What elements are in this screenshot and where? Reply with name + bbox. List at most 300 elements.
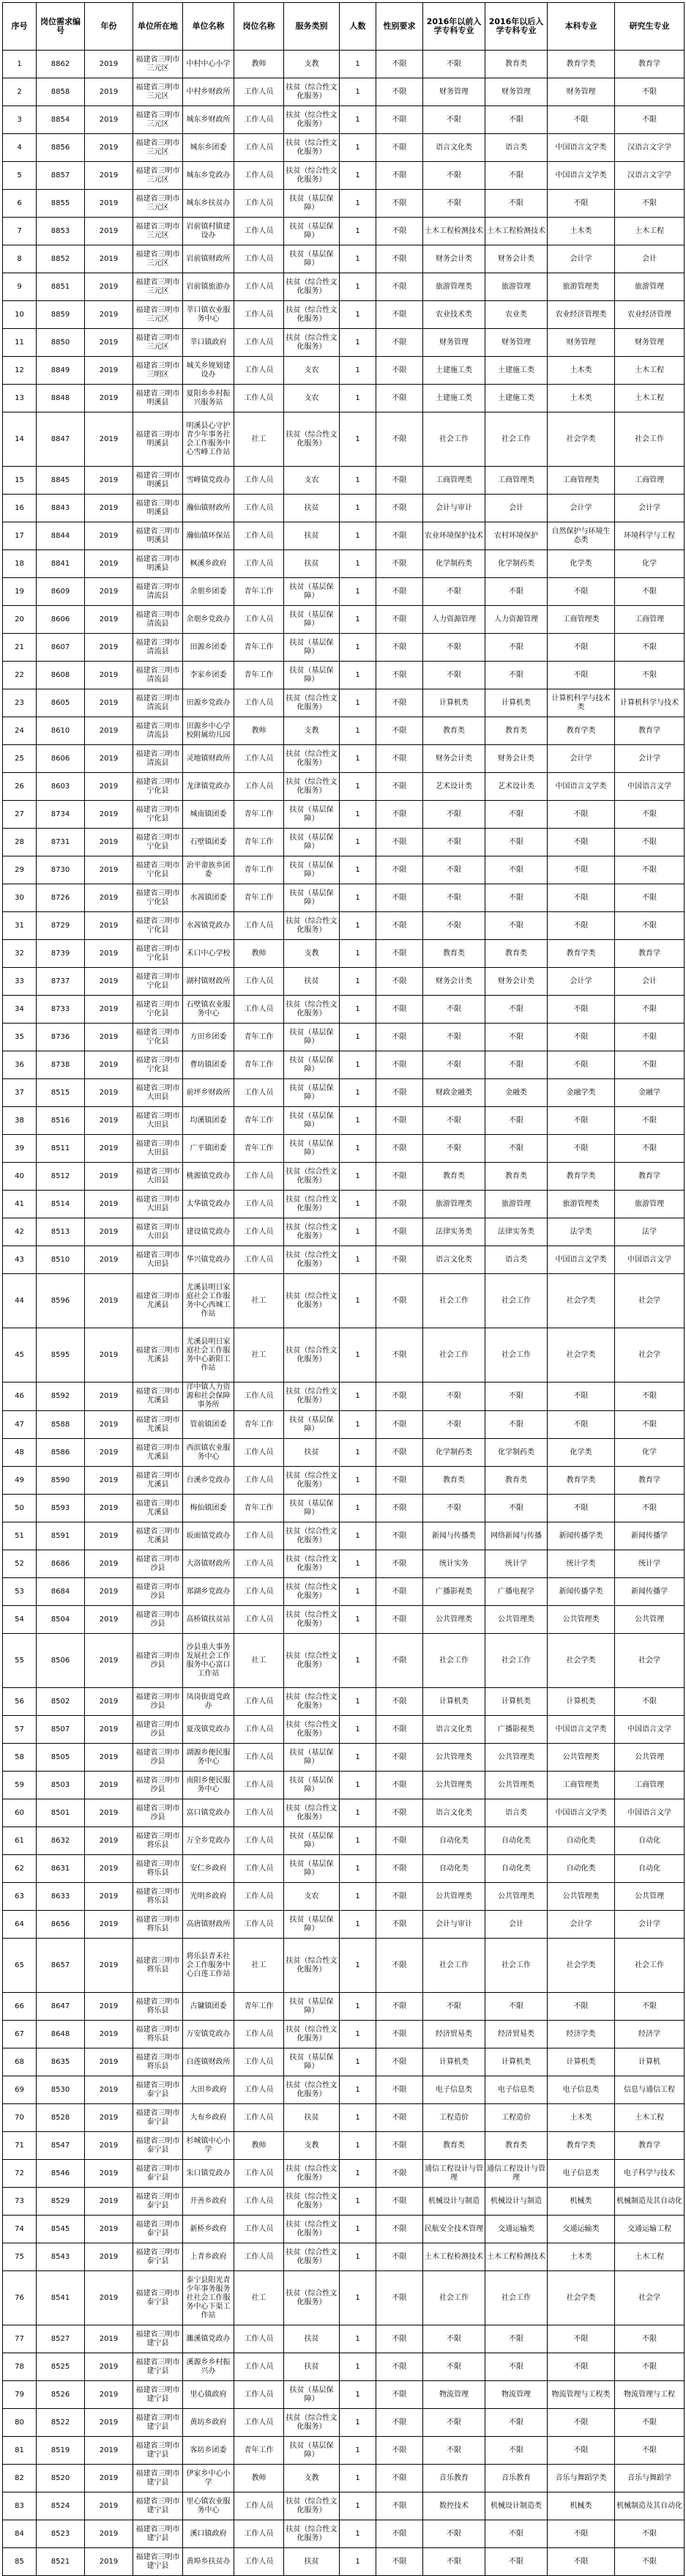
cell-major-post2016: 教育类 <box>485 1163 548 1191</box>
cell-location: 福建省三明市清流县 <box>133 689 183 717</box>
cell-post-name: 工作人员 <box>234 550 284 578</box>
cell-index: 22 <box>3 662 37 689</box>
cell-graduate-major: 不限 <box>615 106 685 134</box>
cell-index: 15 <box>3 467 37 495</box>
cell-year: 2019 <box>85 2048 133 2076</box>
cell-index: 40 <box>3 1163 37 1191</box>
cell-year: 2019 <box>85 745 133 773</box>
cell-gender: 不限 <box>376 1799 423 1827</box>
cell-post-name: 青年工作 <box>234 1051 284 1079</box>
cell-unit: 将乐县青禾社会工作服务中心白莲工作站 <box>183 1939 234 1993</box>
cell-major-pre2016: 公共管理类 <box>423 1744 485 1772</box>
cell-post-name: 工作人员 <box>234 106 284 134</box>
cell-major-post2016: 教育类 <box>485 940 548 968</box>
cell-gender: 不限 <box>376 1191 423 1218</box>
cell-location: 福建省三明市大田县 <box>133 1246 183 1274</box>
cell-service-type: 扶贫（基层保障） <box>284 2048 340 2076</box>
cell-year: 2019 <box>85 162 133 190</box>
cell-graduate-major: 教育学 <box>615 940 685 968</box>
cell-major-post2016: 不限 <box>485 1107 548 1135</box>
cell-count: 1 <box>340 2381 376 2409</box>
cell-year: 2019 <box>85 1911 133 1939</box>
cell-graduate-major: 不限 <box>615 1135 685 1163</box>
cell-count: 1 <box>340 1578 376 1606</box>
cell-unit: 湖源乡便民服务中心 <box>183 1744 234 1772</box>
cell-year: 2019 <box>85 2520 133 2548</box>
table-row <box>3 1911 685 1939</box>
cell-year: 2019 <box>85 856 133 884</box>
cell-service-type: 扶贫（综合性文化服务） <box>284 1688 340 1716</box>
cell-graduate-major: 机械制造及其自动化 <box>615 2188 685 2216</box>
cell-location: 福建省三明市建宁县 <box>133 2381 183 2409</box>
cell-service-type: 扶贫（基层保障） <box>284 1827 340 1855</box>
cell-gender: 不限 <box>376 1716 423 1744</box>
cell-location: 福建省三明市宁化县 <box>133 829 183 856</box>
cell-location: 福建省三明市清流县 <box>133 606 183 634</box>
cell-index: 6 <box>3 190 37 218</box>
cell-count: 1 <box>340 2188 376 2216</box>
cell-major-pre2016: 旅游管理类 <box>423 1191 485 1218</box>
cell-location: 福建省三明市泰宁县 <box>133 2104 183 2132</box>
cell-gender: 不限 <box>376 1939 423 1993</box>
cell-location: 福建省三明市宁化县 <box>133 773 183 801</box>
cell-major-post2016: 会计 <box>485 1911 548 1939</box>
cell-service-type: 扶贫（基层保障） <box>284 606 340 634</box>
cell-gender: 不限 <box>376 51 423 78</box>
cell-post-name: 工作人员 <box>234 273 284 301</box>
cell-service-type: 支教 <box>284 940 340 968</box>
table-row <box>3 856 685 884</box>
table-row <box>3 1246 685 1274</box>
recruitment-table <box>2 2 685 2576</box>
cell-major-post2016: 旅游管理 <box>485 273 548 301</box>
table-row <box>3 2520 685 2548</box>
cell-major-pre2016: 土木工程检测技术 <box>423 218 485 245</box>
cell-count: 1 <box>340 1799 376 1827</box>
cell-post-code: 8686 <box>37 1550 85 1578</box>
cell-year: 2019 <box>85 273 133 301</box>
cell-major-pre2016: 自动化类 <box>423 1855 485 1883</box>
cell-graduate-major: 新闻传播学 <box>615 1578 685 1606</box>
cell-count: 1 <box>340 522 376 550</box>
cell-location: 福建省三明市大田县 <box>133 1107 183 1135</box>
table-row <box>3 1634 685 1688</box>
cell-gender: 不限 <box>376 1606 423 1634</box>
cell-post-name: 工作人员 <box>234 190 284 218</box>
table-row <box>3 357 685 385</box>
cell-bachelor-major: 土木类 <box>548 2243 615 2271</box>
cell-service-type: 扶贫（综合性文化服务） <box>284 1634 340 1688</box>
cell-location: 福建省三明市泰宁县 <box>133 2271 183 2325</box>
cell-gender: 不限 <box>376 801 423 829</box>
cell-index: 61 <box>3 1827 37 1855</box>
cell-unit: 石壁镇农业服务中心 <box>183 996 234 1024</box>
cell-location: 福建省三明市明溪县 <box>133 412 183 467</box>
cell-unit: 城东乡扶贫办 <box>183 190 234 218</box>
cell-location: 福建省三明市建宁县 <box>133 2437 183 2465</box>
cell-count: 1 <box>340 357 376 385</box>
cell-major-pre2016: 不限 <box>423 1051 485 1079</box>
cell-major-post2016: 社会工作 <box>485 1274 548 1328</box>
cell-year: 2019 <box>85 912 133 940</box>
cell-gender: 不限 <box>376 329 423 357</box>
cell-graduate-major: 不限 <box>615 2520 685 2548</box>
cell-gender: 不限 <box>376 1246 423 1274</box>
cell-year: 2019 <box>85 2353 133 2381</box>
cell-graduate-major: 不限 <box>615 912 685 940</box>
cell-count: 1 <box>340 190 376 218</box>
cell-post-name: 工作人员 <box>234 996 284 1024</box>
cell-major-post2016: 农村环境保护 <box>485 522 548 550</box>
cell-bachelor-major: 不限 <box>548 1993 615 2021</box>
cell-gender: 不限 <box>376 606 423 634</box>
cell-major-post2016: 经济贸易类 <box>485 2021 548 2048</box>
col-header-post-code: 岗位需求编号 <box>37 3 85 51</box>
col-header-post-name: 岗位名称 <box>234 3 284 51</box>
cell-bachelor-major: 旅游管理类 <box>548 273 615 301</box>
cell-major-post2016: 不限 <box>485 996 548 1024</box>
cell-service-type: 扶贫（综合性文化服务） <box>284 1328 340 1383</box>
cell-location: 福建省三明市大田县 <box>133 1163 183 1191</box>
cell-index: 34 <box>3 996 37 1024</box>
cell-gender: 不限 <box>376 1467 423 1495</box>
cell-major-pre2016: 不限 <box>423 1135 485 1163</box>
cell-post-code: 8851 <box>37 273 85 301</box>
table-row <box>3 1744 685 1772</box>
cell-count: 1 <box>340 801 376 829</box>
cell-major-pre2016: 民航安全技术管理 <box>423 2216 485 2243</box>
table-row <box>3 1107 685 1135</box>
cell-index: 77 <box>3 2325 37 2353</box>
cell-post-name: 工作人员 <box>234 1383 284 1411</box>
cell-count: 1 <box>340 273 376 301</box>
cell-unit: 黄坊乡政府 <box>183 2409 234 2437</box>
cell-gender: 不限 <box>376 2381 423 2409</box>
cell-index: 28 <box>3 829 37 856</box>
cell-post-code: 8586 <box>37 1439 85 1467</box>
cell-major-post2016: 化学制药类 <box>485 1439 548 1467</box>
cell-major-pre2016: 不限 <box>423 578 485 606</box>
cell-location: 福建省三明市明溪县 <box>133 495 183 522</box>
cell-count: 1 <box>340 245 376 273</box>
cell-bachelor-major: 不限 <box>548 2548 615 2576</box>
cell-major-post2016: 土木工程检测技术 <box>485 2243 548 2271</box>
cell-index: 8 <box>3 245 37 273</box>
cell-count: 1 <box>340 634 376 662</box>
cell-gender: 不限 <box>376 1772 423 1799</box>
cell-gender: 不限 <box>376 745 423 773</box>
cell-post-name: 青年工作 <box>234 1411 284 1439</box>
cell-graduate-major: 社会学 <box>615 1328 685 1383</box>
cell-post-name: 工作人员 <box>234 1716 284 1744</box>
table-row <box>3 1024 685 1051</box>
col-header-year: 年份 <box>85 3 133 51</box>
cell-unit: 光明乡政府 <box>183 1883 234 1911</box>
cell-unit: 台溪乡党政办 <box>183 1467 234 1495</box>
cell-major-post2016: 农业类 <box>485 301 548 329</box>
cell-bachelor-major: 不限 <box>548 2437 615 2465</box>
cell-location: 福建省三明市三元区 <box>133 190 183 218</box>
cell-gender: 不限 <box>376 1079 423 1107</box>
cell-index: 81 <box>3 2437 37 2465</box>
table-row <box>3 412 685 467</box>
cell-bachelor-major: 计算机类 <box>548 1688 615 1716</box>
cell-post-name: 工作人员 <box>234 1246 284 1274</box>
cell-bachelor-major: 机械类 <box>548 2492 615 2520</box>
cell-index: 7 <box>3 218 37 245</box>
cell-gender: 不限 <box>376 968 423 996</box>
cell-count: 1 <box>340 1744 376 1772</box>
cell-location: 福建省三明市三元区 <box>133 106 183 134</box>
table-row <box>3 689 685 717</box>
cell-graduate-major: 土木工程 <box>615 385 685 412</box>
cell-count: 1 <box>340 606 376 634</box>
cell-post-code: 8591 <box>37 1522 85 1550</box>
cell-post-name: 社工 <box>234 1328 284 1383</box>
cell-bachelor-major: 土木类 <box>548 2104 615 2132</box>
table-row <box>3 1883 685 1911</box>
cell-major-pre2016: 农业技术类 <box>423 301 485 329</box>
cell-service-type: 扶贫（综合性文化服务） <box>284 1939 340 1993</box>
cell-service-type: 扶贫（综合性文化服务） <box>284 2216 340 2243</box>
cell-major-post2016: 财务会计类 <box>485 245 548 273</box>
cell-service-type: 扶贫（基层保障） <box>284 245 340 273</box>
cell-graduate-major: 工商管理 <box>615 1772 685 1799</box>
cell-count: 1 <box>340 1274 376 1328</box>
cell-gender: 不限 <box>376 522 423 550</box>
cell-graduate-major: 汉语言文字学 <box>615 134 685 162</box>
cell-gender: 不限 <box>376 301 423 329</box>
cell-unit: 余朋乡党政办 <box>183 606 234 634</box>
cell-post-name: 青年工作 <box>234 1135 284 1163</box>
cell-service-type: 扶贫（基层保障） <box>284 829 340 856</box>
cell-year: 2019 <box>85 1163 133 1191</box>
cell-unit: 禾口中心学校 <box>183 940 234 968</box>
cell-gender: 不限 <box>376 662 423 689</box>
cell-index: 10 <box>3 301 37 329</box>
cell-major-pre2016: 语言文化类 <box>423 1246 485 1274</box>
cell-post-code: 8610 <box>37 717 85 745</box>
cell-location: 福建省三明市宁化县 <box>133 884 183 912</box>
cell-major-post2016: 人力资源管理 <box>485 606 548 634</box>
cell-post-name: 工作人员 <box>234 2076 284 2104</box>
cell-location: 福建省三明市宁化县 <box>133 940 183 968</box>
cell-post-name: 青年工作 <box>234 884 284 912</box>
cell-bachelor-major: 会计学 <box>548 745 615 773</box>
cell-gender: 不限 <box>376 689 423 717</box>
cell-index: 79 <box>3 2381 37 2409</box>
cell-post-code: 8726 <box>37 884 85 912</box>
cell-bachelor-major: 不限 <box>548 856 615 884</box>
cell-gender: 不限 <box>376 2076 423 2104</box>
cell-post-code: 8541 <box>37 2271 85 2325</box>
cell-service-type: 扶贫（综合性文化服务） <box>284 1522 340 1550</box>
cell-major-post2016: 不限 <box>485 2409 548 2437</box>
cell-major-pre2016: 计算机类 <box>423 689 485 717</box>
cell-major-post2016: 法律实务类 <box>485 1218 548 1246</box>
cell-count: 1 <box>340 385 376 412</box>
cell-major-post2016: 不限 <box>485 634 548 662</box>
cell-major-post2016: 公共管理类 <box>485 1883 548 1911</box>
cell-major-pre2016: 社会工作 <box>423 2271 485 2325</box>
table-row <box>3 1550 685 1578</box>
cell-post-name: 工作人员 <box>234 385 284 412</box>
cell-bachelor-major: 工商管理类 <box>548 467 615 495</box>
cell-index: 14 <box>3 412 37 467</box>
cell-major-pre2016: 语言文化类 <box>423 134 485 162</box>
cell-post-name: 工作人员 <box>234 1688 284 1716</box>
cell-index: 72 <box>3 2160 37 2188</box>
cell-service-type: 扶贫（综合性文化服务） <box>284 745 340 773</box>
cell-index: 31 <box>3 912 37 940</box>
cell-bachelor-major: 不限 <box>548 996 615 1024</box>
cell-service-type: 扶贫（基层保障） <box>284 856 340 884</box>
cell-location: 福建省三明市将乐县 <box>133 1883 183 1911</box>
cell-year: 2019 <box>85 1135 133 1163</box>
cell-post-code: 8635 <box>37 2048 85 2076</box>
cell-location: 福建省三明市清流县 <box>133 578 183 606</box>
cell-unit: 西滨镇农业服务中心 <box>183 1439 234 1467</box>
cell-year: 2019 <box>85 1383 133 1411</box>
table-row <box>3 1716 685 1744</box>
cell-service-type: 支农 <box>284 1883 340 1911</box>
cell-major-pre2016: 教育类 <box>423 2132 485 2160</box>
cell-post-code: 8530 <box>37 2076 85 2104</box>
cell-major-pre2016: 艺术设计类 <box>423 773 485 801</box>
cell-count: 1 <box>340 1606 376 1634</box>
cell-bachelor-major: 教育学类 <box>548 1467 615 1495</box>
table-row <box>3 884 685 912</box>
cell-major-pre2016: 经济贸易类 <box>423 2021 485 2048</box>
cell-index: 82 <box>3 2465 37 2492</box>
table-row <box>3 996 685 1024</box>
cell-major-pre2016: 社会工作 <box>423 1634 485 1688</box>
cell-major-pre2016: 机械设计与制造 <box>423 2188 485 2216</box>
cell-gender: 不限 <box>376 1051 423 1079</box>
cell-bachelor-major: 自动化类 <box>548 1827 615 1855</box>
cell-unit: 古镛镇团委 <box>183 1993 234 2021</box>
cell-graduate-major: 信息与通信工程 <box>615 2076 685 2104</box>
cell-count: 1 <box>340 1883 376 1911</box>
cell-bachelor-major: 中国语言文学类 <box>548 773 615 801</box>
cell-major-post2016: 不限 <box>485 1051 548 1079</box>
cell-count: 1 <box>340 1383 376 1411</box>
cell-service-type: 扶贫 <box>284 2325 340 2353</box>
cell-location: 福建省三明市泰宁县 <box>133 2188 183 2216</box>
cell-count: 1 <box>340 51 376 78</box>
cell-bachelor-major: 计算机科学与技术类 <box>548 689 615 717</box>
cell-gender: 不限 <box>376 467 423 495</box>
cell-service-type: 扶贫（基层保障） <box>284 1135 340 1163</box>
cell-post-code: 8595 <box>37 1328 85 1383</box>
cell-post-name: 青年工作 <box>234 829 284 856</box>
cell-index: 37 <box>3 1079 37 1107</box>
cell-bachelor-major: 交通运输类 <box>548 2216 615 2243</box>
cell-post-name: 工作人员 <box>234 1827 284 1855</box>
cell-year: 2019 <box>85 1079 133 1107</box>
cell-gender: 不限 <box>376 2021 423 2048</box>
cell-post-name: 工作人员 <box>234 1799 284 1827</box>
cell-major-post2016: 机械设计制造类 <box>485 2492 548 2520</box>
cell-gender: 不限 <box>376 2409 423 2437</box>
cell-unit: 瀚仙镇财政所 <box>183 495 234 522</box>
cell-post-code: 8844 <box>37 522 85 550</box>
cell-year: 2019 <box>85 1606 133 1634</box>
cell-service-type: 扶贫（基层保障） <box>284 1993 340 2021</box>
cell-index: 35 <box>3 1024 37 1051</box>
cell-count: 1 <box>340 578 376 606</box>
cell-graduate-major: 物流管理与工程 <box>615 2381 685 2409</box>
cell-post-name: 社工 <box>234 1634 284 1688</box>
cell-location: 福建省三明市明溪县 <box>133 522 183 550</box>
cell-graduate-major: 公共管理 <box>615 1744 685 1772</box>
cell-year: 2019 <box>85 578 133 606</box>
cell-service-type: 扶贫（综合性文化服务） <box>284 1383 340 1411</box>
cell-post-code: 8647 <box>37 1993 85 2021</box>
cell-post-code: 8523 <box>37 2520 85 2548</box>
cell-major-pre2016: 不限 <box>423 190 485 218</box>
cell-count: 1 <box>340 968 376 996</box>
cell-gender: 不限 <box>376 1911 423 1939</box>
cell-count: 1 <box>340 912 376 940</box>
table-row <box>3 2353 685 2381</box>
cell-year: 2019 <box>85 78 133 106</box>
table-row <box>3 968 685 996</box>
cell-count: 1 <box>340 1107 376 1135</box>
cell-service-type: 支教 <box>284 2465 340 2492</box>
cell-index: 47 <box>3 1411 37 1439</box>
cell-bachelor-major: 自然保护与环境生态类 <box>548 522 615 550</box>
cell-post-name: 工作人员 <box>234 1855 284 1883</box>
cell-major-pre2016: 土建施工类 <box>423 357 485 385</box>
table-row <box>3 301 685 329</box>
cell-location: 福建省三明市沙县 <box>133 1799 183 1827</box>
cell-major-post2016: 社会工作 <box>485 1328 548 1383</box>
cell-major-post2016: 统计学 <box>485 1550 548 1578</box>
cell-index: 59 <box>3 1772 37 1799</box>
cell-location: 福建省三明市三元区 <box>133 273 183 301</box>
cell-graduate-major: 社会工作 <box>615 1939 685 1993</box>
cell-graduate-major: 公共管理 <box>615 1883 685 1911</box>
cell-service-type: 支教 <box>284 2132 340 2160</box>
cell-graduate-major: 不限 <box>615 78 685 106</box>
cell-major-post2016: 计算机类 <box>485 2048 548 2076</box>
cell-major-pre2016: 自动化类 <box>423 1827 485 1855</box>
cell-year: 2019 <box>85 606 133 634</box>
cell-post-name: 青年工作 <box>234 2437 284 2465</box>
cell-unit: 管前镇团委 <box>183 1411 234 1439</box>
cell-post-name: 工作人员 <box>234 2160 284 2188</box>
cell-count: 1 <box>340 884 376 912</box>
cell-gender: 不限 <box>376 1274 423 1328</box>
table-row <box>3 2325 685 2353</box>
cell-index: 24 <box>3 717 37 745</box>
cell-major-post2016: 不限 <box>485 801 548 829</box>
cell-unit: 李家乡团委 <box>183 662 234 689</box>
cell-post-name: 工作人员 <box>234 1163 284 1191</box>
cell-unit: 尤溪县明日家庭社会工作服务中心新阳工作站 <box>183 1328 234 1383</box>
cell-index: 85 <box>3 2548 37 2576</box>
cell-bachelor-major: 中国语言文学类 <box>548 1716 615 1744</box>
cell-graduate-major: 不限 <box>615 1688 685 1716</box>
cell-index: 43 <box>3 1246 37 1274</box>
cell-year: 2019 <box>85 385 133 412</box>
cell-major-post2016: 财务会计类 <box>485 745 548 773</box>
cell-unit: 开善乡政府 <box>183 2188 234 2216</box>
cell-bachelor-major: 不限 <box>548 578 615 606</box>
table-row <box>3 1439 685 1467</box>
cell-count: 1 <box>340 1827 376 1855</box>
